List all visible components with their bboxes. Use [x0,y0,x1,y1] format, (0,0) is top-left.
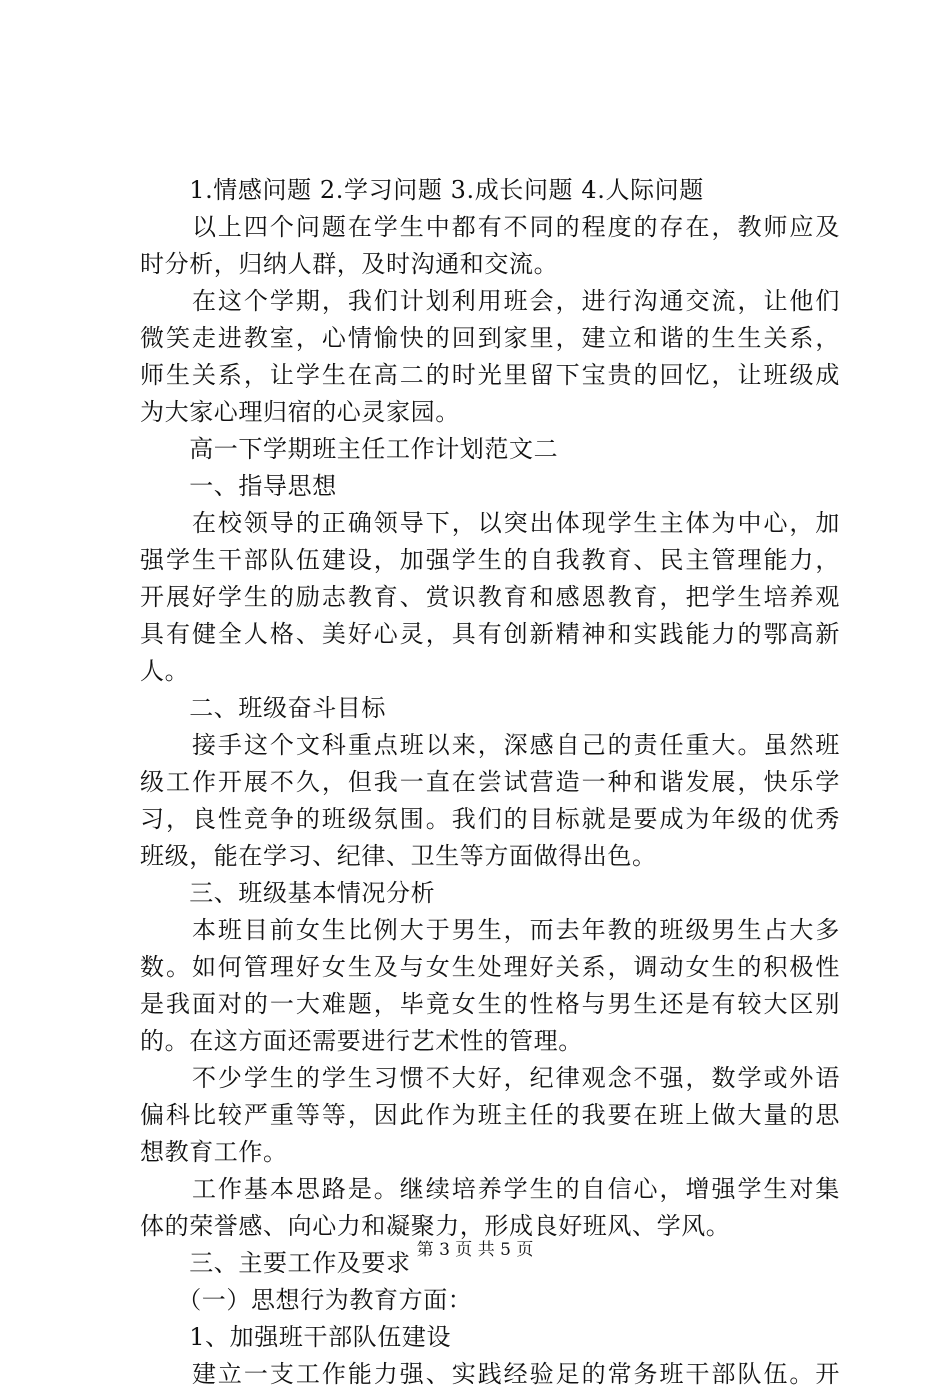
text-line: 的。在这方面还需要进行艺术性的管理。 [140,1027,583,1055]
page-footer: 第 3 页 共 5 页 [416,1240,534,1260]
text-line: 级工作开展不久，但我一直在尝试营造一种和谐发展，快乐学 [140,768,840,796]
text-line: 1.情感问题 2.学习问题 3.成长问题 4.人际问题 [140,176,704,204]
text-line: 偏科比较严重等等，因此作为班主任的我要在班上做大量的思 [140,1101,840,1129]
document-body [140,172,840,1393]
text-line: 一、指导思想 [140,472,337,500]
text-line: 高一下学期班主任工作计划范文二 [140,435,559,463]
text-line: 时分析，归纳人群，及时沟通和交流。 [140,250,559,278]
text-line: 微笑走进教室，心情愉快的回到家里，建立和谐的生生关系， [140,324,840,352]
text-line: 是我面对的一大难题，毕竟女生的性格与男生还是有较大区别 [140,990,840,1018]
text-line: 以上四个问题在学生中都有不同的程度的存在，教师应及 [140,213,840,241]
text-line: 本班目前女生比例大于男生，而去年教的班级男生占大多 [140,916,840,944]
text-line: 为大家心理归宿的心灵家园。 [140,398,460,426]
text-line: 二、班级奋斗目标 [140,694,386,722]
text-line: 班级，能在学习、纪律、卫生等方面做得出色。 [140,842,657,870]
text-line: 在这个学期，我们计划利用班会，进行沟通交流，让他们 [140,287,840,315]
text-line: 三、班级基本情况分析 [140,879,436,907]
text-line: 习，良性竞争的班级氛围。我们的目标就是要成为年级的优秀 [140,805,840,833]
text-line: 人。 [140,657,190,685]
text-line: 开展好学生的励志教育、赏识教育和感恩教育，把学生培养观 [140,583,840,611]
text-line: 强学生干部队伍建设，加强学生的自我教育、民主管理能力， [140,546,840,574]
text-line: 想教育工作。 [140,1138,288,1166]
text-line: 数。如何管理好女生及与女生处理好关系，调动女生的积极性 [140,953,840,981]
text-line: 在校领导的正确领导下，以突出体现学生主体为中心，加 [140,509,840,537]
text-line: 不少学生的学生习惯不大好，纪律观念不强，数学或外语 [140,1064,840,1092]
text-line: 三、主要工作及要求 [140,1249,411,1277]
text-line: 具有健全人格、美好心灵，具有创新精神和实践能力的鄂高新 [140,620,840,648]
text-line: （一）思想行为教育方面： [140,1286,473,1314]
text-line: 建立一支工作能力强、实践经验足的常务班干部队伍。开 [140,1360,840,1388]
text-line: 体的荣誉感、向心力和凝聚力，形成良好班风、学风。 [140,1212,731,1240]
text-line: 接手这个文科重点班以来，深感自己的责任重大。虽然班 [140,731,840,759]
text-line: 1、加强班干部队伍建设 [140,1323,452,1351]
text-line: 师生关系，让学生在高二的时光里留下宝贵的回忆，让班级成 [140,361,840,389]
text-line: 工作基本思路是。继续培养学生的自信心，增强学生对集 [140,1175,840,1203]
